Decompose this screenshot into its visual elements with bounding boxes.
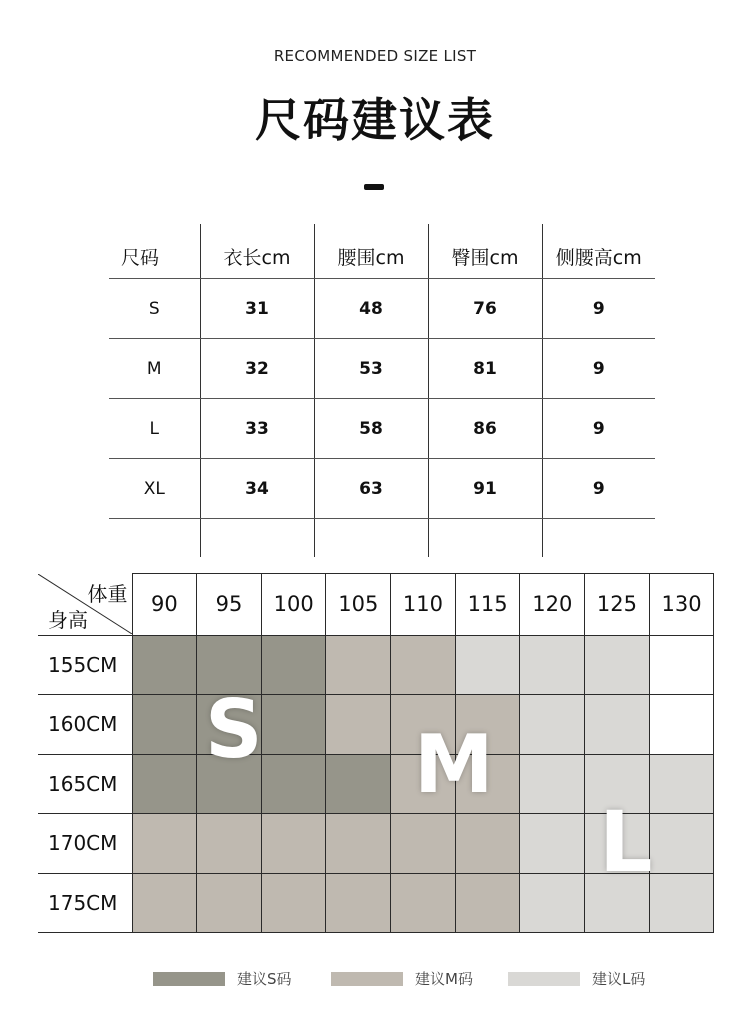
weight-header: 95 bbox=[197, 574, 262, 636]
grid-cell-l bbox=[585, 635, 650, 695]
weight-header: 130 bbox=[649, 574, 714, 636]
grid-cell-m bbox=[455, 814, 520, 874]
title-divider bbox=[364, 184, 384, 190]
page-subtitle: RECOMMENDED SIZE LIST bbox=[273, 47, 477, 65]
grid-cell-s bbox=[326, 754, 391, 814]
empty-cell bbox=[200, 519, 314, 558]
column-header: 尺码 bbox=[109, 224, 200, 279]
empty-cell bbox=[428, 519, 542, 558]
grid-cell-l bbox=[520, 814, 585, 874]
grid-cell-m bbox=[391, 814, 456, 874]
grid-cell-l bbox=[649, 814, 714, 874]
grid-row bbox=[38, 635, 714, 695]
weight-header: 120 bbox=[520, 574, 585, 636]
grid-cell-s bbox=[261, 635, 326, 695]
weight-header: 125 bbox=[585, 574, 650, 636]
grid-cell-m bbox=[197, 814, 262, 874]
grid-cell-l bbox=[520, 873, 585, 933]
legend-label: 建议S码 bbox=[237, 970, 292, 988]
grid-cell-l bbox=[520, 635, 585, 695]
hip-cell: 81 bbox=[428, 339, 542, 399]
size-cell: M bbox=[109, 339, 200, 399]
grid-cell-m bbox=[326, 814, 391, 874]
grid-cell-l bbox=[520, 695, 585, 755]
grid-cell-m bbox=[455, 873, 520, 933]
waist-cell: 58 bbox=[314, 399, 428, 459]
column-header: 侧腰高cm bbox=[542, 224, 655, 279]
legend-label: 建议M码 bbox=[415, 970, 473, 988]
height-header: 160CM bbox=[38, 695, 132, 755]
height-header: 155CM bbox=[38, 635, 132, 695]
length-cell: 32 bbox=[200, 339, 314, 399]
legend-swatch bbox=[508, 972, 580, 986]
length-cell: 33 bbox=[200, 399, 314, 459]
grid-cell-m bbox=[132, 814, 197, 874]
column-header: 臀围cm bbox=[428, 224, 542, 279]
zone-label-s: S bbox=[205, 683, 263, 776]
weight-header: 90 bbox=[132, 574, 197, 636]
legend-label: 建议L码 bbox=[592, 970, 646, 988]
grid-cell-m bbox=[261, 814, 326, 874]
grid-cell-m bbox=[197, 873, 262, 933]
grid-cell-m bbox=[132, 873, 197, 933]
grid-cell-m bbox=[326, 873, 391, 933]
column-header: 衣长cm bbox=[200, 224, 314, 279]
size-table-header bbox=[109, 224, 655, 279]
waist-cell: 53 bbox=[314, 339, 428, 399]
legend-item-l bbox=[508, 968, 645, 989]
grid-cell-m bbox=[261, 873, 326, 933]
side-waist-cell: 9 bbox=[542, 339, 655, 399]
hip-cell: 86 bbox=[428, 399, 542, 459]
grid-cell-m bbox=[326, 635, 391, 695]
grid-header-row bbox=[38, 574, 714, 636]
empty-cell bbox=[314, 519, 428, 558]
table-row bbox=[109, 399, 655, 459]
size-cell: L bbox=[109, 399, 200, 459]
table-row bbox=[109, 339, 655, 399]
table-row-empty bbox=[109, 519, 655, 558]
grid-cell-l bbox=[585, 695, 650, 755]
zone-label-l: L bbox=[599, 793, 653, 891]
grid-cell-s bbox=[261, 695, 326, 755]
weight-header: 100 bbox=[261, 574, 326, 636]
legend-swatch bbox=[331, 972, 403, 986]
grid-cell-m bbox=[391, 635, 456, 695]
height-header: 175CM bbox=[38, 873, 132, 933]
grid-cell-empty bbox=[649, 695, 714, 755]
height-axis-label: 身高 bbox=[48, 607, 88, 632]
height-header: 165CM bbox=[38, 754, 132, 814]
table-row bbox=[109, 459, 655, 519]
hip-cell: 76 bbox=[428, 279, 542, 339]
grid-cell-s bbox=[132, 635, 197, 695]
length-cell: 31 bbox=[200, 279, 314, 339]
grid-corner bbox=[38, 574, 132, 636]
grid-cell-m bbox=[391, 873, 456, 933]
length-cell: 34 bbox=[200, 459, 314, 519]
grid-row bbox=[38, 695, 714, 755]
hip-cell: 91 bbox=[428, 459, 542, 519]
height-header: 170CM bbox=[38, 814, 132, 874]
size-cell: S bbox=[109, 279, 200, 339]
legend bbox=[0, 968, 750, 990]
waist-cell: 63 bbox=[314, 459, 428, 519]
grid-cell-m bbox=[326, 695, 391, 755]
size-cell: XL bbox=[109, 459, 200, 519]
weight-header: 105 bbox=[326, 574, 391, 636]
empty-cell bbox=[109, 519, 200, 558]
empty-cell bbox=[542, 519, 655, 558]
legend-item-s bbox=[153, 968, 292, 989]
weight-header: 115 bbox=[455, 574, 520, 636]
grid-cell-l bbox=[455, 635, 520, 695]
size-table bbox=[109, 224, 655, 557]
table-row bbox=[109, 279, 655, 339]
page-title: 尺码建议表 bbox=[255, 93, 495, 147]
side-waist-cell: 9 bbox=[542, 399, 655, 459]
column-header: 腰围cm bbox=[314, 224, 428, 279]
grid-cell-l bbox=[649, 873, 714, 933]
side-waist-cell: 9 bbox=[542, 279, 655, 339]
grid-cell-s bbox=[261, 754, 326, 814]
legend-item-m bbox=[331, 968, 473, 989]
grid-cell-empty bbox=[649, 635, 714, 695]
grid-cell-s bbox=[132, 695, 197, 755]
grid-cell-s bbox=[132, 754, 197, 814]
weight-header: 110 bbox=[391, 574, 456, 636]
legend-swatch bbox=[153, 972, 225, 986]
grid-cell-l bbox=[520, 754, 585, 814]
waist-cell: 48 bbox=[314, 279, 428, 339]
side-waist-cell: 9 bbox=[542, 459, 655, 519]
weight-axis-label: 体重 bbox=[87, 581, 128, 606]
zone-label-m: M bbox=[414, 718, 494, 811]
grid-cell-l bbox=[649, 754, 714, 814]
